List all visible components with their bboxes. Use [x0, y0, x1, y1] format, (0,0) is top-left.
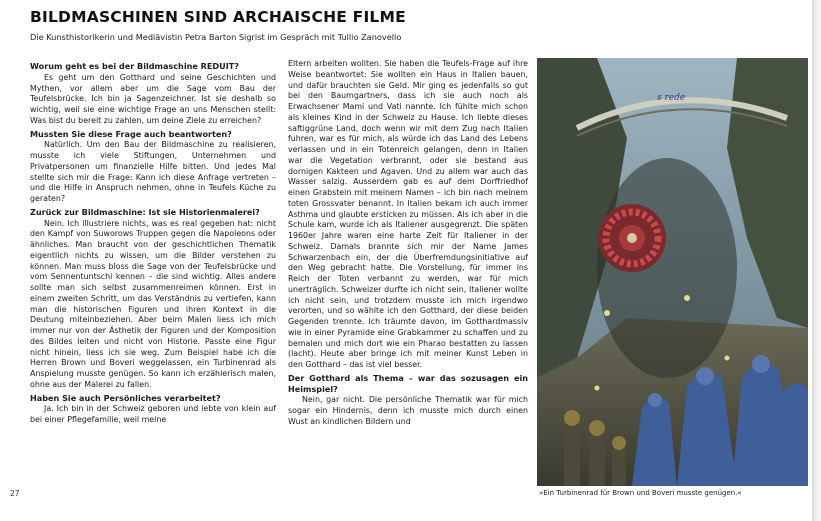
svg-text:s rede: s rede	[657, 93, 686, 103]
interview-answer: Nein. Ich illustriere nichts, was es real gegeben hat: nicht den Kampf von Suworows Truppen gegen die Napoleons oder ähnliches. Man braucht von der geschichtlichen Thematik eigentlich nichts zu wissen, um die Bilder verstehen zu können. Man muss bloss die Sage von der Teufelsbrücke und vom Sennentuntschi kennen – die sind wichtig. Alles andere sollte man sich selbst zusammenreimen können. Erst in einem zweiten Schritt, um das Verständnis zu vertiefen, kann man die historischen Figuren und ihren Kontext in die Deutung miteinbeziehen. Aber beim Malen liess ich mich immer nur von der Ästhetik der Figuren und der Komposition des Bildes leiten und nicht von Historie. Passte eine Figur nicht hinein, liess ich sie weg. Zum Beispiel habe ich die Herren Brown und Boveri weggelassen, ein Turbinenrad als Anspielung musste genügen. So kann ich erzählerisch malen, ohne aus der Malerei zu fallen.	[30, 218, 276, 389]
page-number: 27	[10, 489, 20, 498]
interview-question: Haben Sie auch Persönliches verarbeitet?	[30, 392, 221, 403]
interview-answer-continued: Eltern arbeiten wollten. Sie haben die Teufels-Frage auf ihre Weise beantwortet: Sie wollten ein Haus in Italien bauen, und dafür brauchten sie Geld. Mir ging es jedenfalls so gut bei den Baumgartners, dass ich sie auch noch als Erwachsener Mami und Vati nannte. Ich fühlte mich schon als kleines Kind in der Schweiz zu Hause. Ich liebte dieses saftiggrüne Land, doch wenn wir mit dem Zug nach Italien fuhren, war es für mich, als würde ich das Land des Lebens verlassen und in ein Totenreich gelangen, denn in Italien war die Vegetation verbrannt, oder sie bestand aus dornigen Kakteen und Agaven. Und zu allem war auch das Wasser salzig. Ausserdem gab es auf dem Dorffriedhof einen Grabstein mit meinem Namen – ich bin nach meinem toten Grossvater benannt. In Italien bekam ich auch immer Asthma und glaubte ersticken zu müssen. Als ich aber in die Schule kam, wurde ich als Italiener ausgegrenzt. Die späten 1960er Jahre waren eine harte Zeit für Italiener in der Schweiz. Damals brannte sich mir der Name James Schwarzenbach ein, der die Überfremdungsinitiative auf den Weg gebracht hatte. Die Vorstellung, für immer ins Reich der Toten verbannt zu werden, war für mich unerträglich. Schweizer durfte ich nicht sein, Italiener wollte ich nicht sein, und trotzdem musste ich mich irgendwo verorten, und so wählte ich den Gotthard, der diese beiden Gegenden trennte. Ich träumte davon, im Gotthardmassiv wie in einer Pyramide eine Grabkammer zu schaffen und zu bemalen und mich dort wie ein Pharao bestatten zu lassen (lacht). Heute aber bringe ich mit meiner Kunst Leben in den Gotthard – das ist viel besser.	[288, 59, 528, 369]
text-column-right	[288, 59, 528, 428]
painting-image	[537, 58, 808, 486]
image-caption: »Ein Turbinenrad für Brown und Boveri musste genügen.«	[539, 489, 742, 497]
interview-question: Zurück zur Bildmaschine: Ist sie Historienmalerei?	[30, 206, 260, 217]
article-subtitle: Die Kunsthistorikerin und Mediävistin Petra Barton Sigrist im Gespräch mit Tullio Zanovello	[30, 32, 402, 42]
text-column-left	[30, 59, 276, 426]
interview-question: Mussten Sie diese Frage auch beantworten?	[30, 128, 232, 139]
page-edge	[812, 0, 821, 521]
interview-answer: Natürlich. Um den Bau der Bildmaschine zu realisieren, musste ich viele Stiftungen, Unternehmen und Privatpersonen um finanzielle Hilfe bitten. Und jedes Mal stellte sich mir die Frage: Kann ich diese Anfrage vertreten – und die Hilfe in Anspruch nehmen, ohne in Teufels Küche zu geraten?	[30, 140, 276, 203]
interview-answer: Es geht um den Gotthard und seine Geschichten und Mythen, vor allem aber um die Sage vom Bau der Teufelsbrücke. Ich bin ja Sagenzeichner. Ist sie deshalb so wichtig, weil sie eine wichtige Frage an uns Menschen stellt: Was bist du bereit zu zahlen, um deine Ziele zu erreichen?	[30, 72, 276, 125]
article-title: BILDMASCHINEN SIND ARCHAISCHE FILME	[30, 8, 406, 26]
interview-question: Der Gotthard als Thema – war das sozusagen ein Heimspiel?	[288, 372, 528, 394]
painting-illustration	[537, 58, 808, 486]
interview-question: Worum geht es bei der Bildmaschine REDUIT?	[30, 61, 239, 71]
interview-answer: Ja. Ich bin in der Schweiz geboren und lebte von klein auf bei einer Pflegefamilie, weil meine	[30, 404, 276, 424]
interview-answer: Nein, gar nicht. Die persönliche Thematik war für mich sogar ein Hindernis, denn ich musste mich durch einen Wust an kindlichen Bildern und	[288, 395, 528, 426]
